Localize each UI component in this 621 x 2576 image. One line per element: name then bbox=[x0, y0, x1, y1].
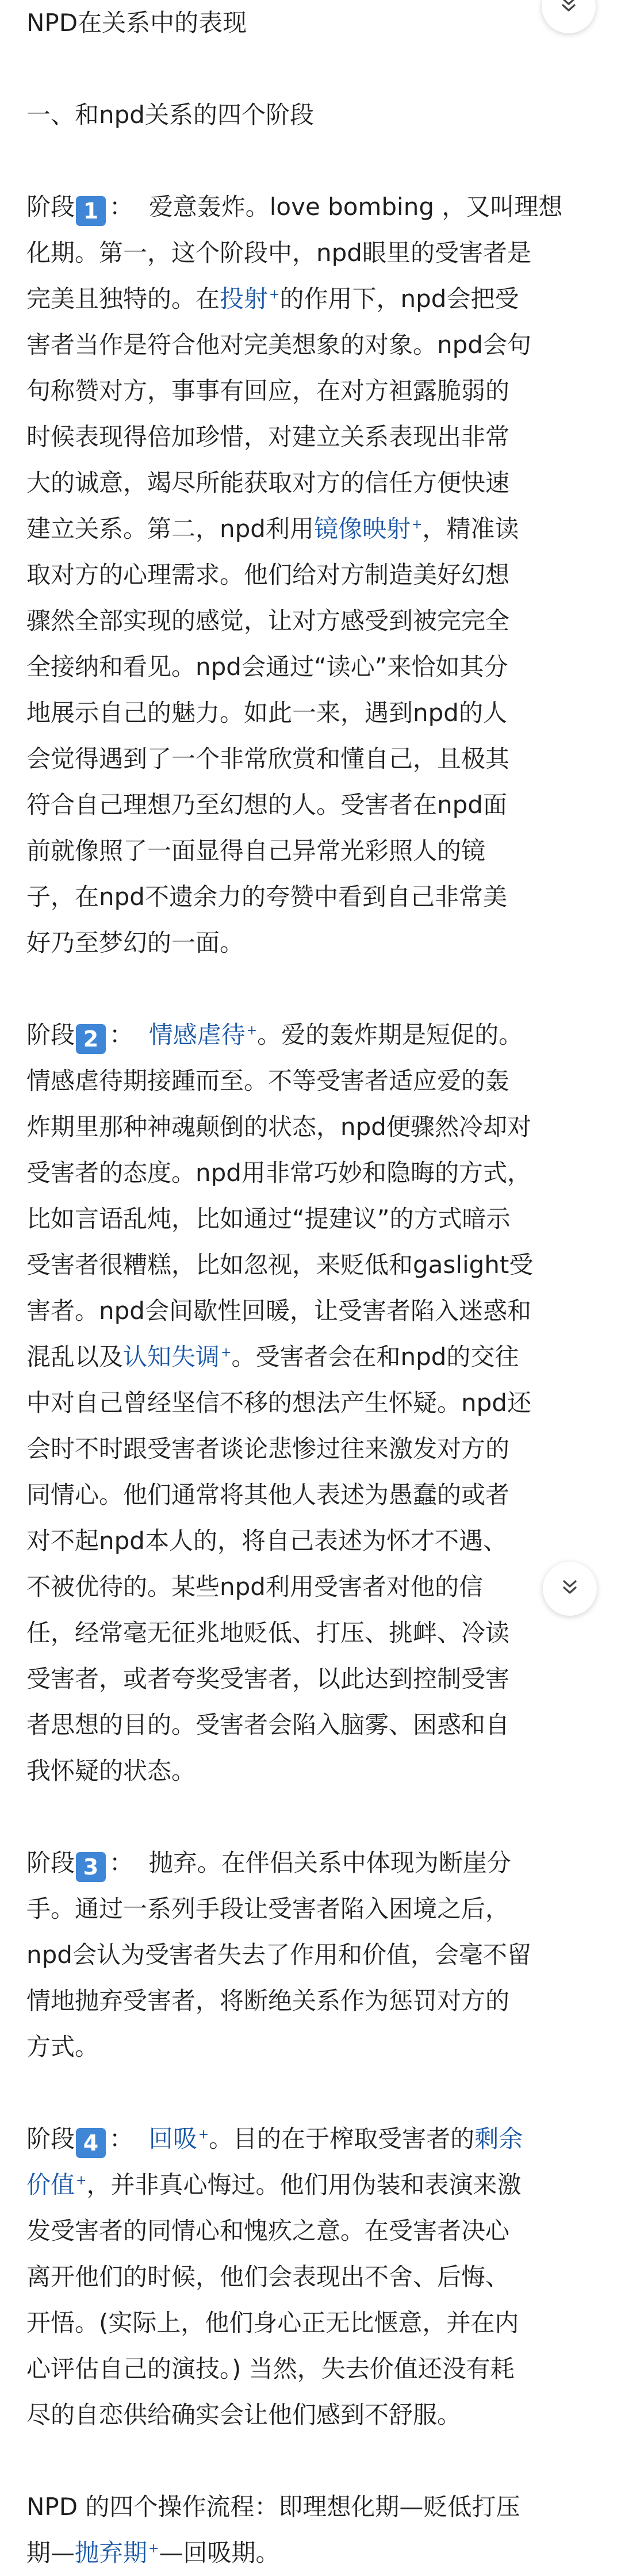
stage3-line bbox=[26, 1932, 596, 1978]
text-segment: 情地抛弃受害者，将断绝关系作为惩罚对方的 bbox=[26, 1987, 510, 2015]
text-segment: 句称赞对方，事事有回应，在对方袒露脆弱的 bbox=[26, 377, 510, 405]
stage-2-paragraph bbox=[26, 1012, 596, 1794]
text-segment: 阶段 bbox=[26, 2125, 75, 2153]
text-segment: 者思想的目的。受害者会陷入脑雾、困惑和自 bbox=[26, 1711, 510, 1739]
text-segment: ： bbox=[109, 2125, 149, 2153]
stage3-line bbox=[26, 1840, 596, 1886]
stage1-line bbox=[26, 230, 596, 276]
stage3-line bbox=[26, 1886, 596, 1932]
text-segment: 。爱的轰炸期是短促的。 bbox=[257, 1021, 523, 1049]
stage4-line bbox=[26, 2300, 596, 2346]
stage-number-badge: 3 bbox=[76, 1852, 106, 1882]
text-segment: 会觉得遇到了一个非常欣赏和懂自己，且极其 bbox=[26, 745, 510, 773]
stage2-line bbox=[26, 1518, 596, 1564]
term-link-marker: + bbox=[148, 2542, 159, 2556]
text-segment: 全接纳和看见。npd会通过“读心”来恰如其分 bbox=[26, 653, 508, 681]
text-segment: 骤然全部实现的感觉，让对方感受到被完完全 bbox=[26, 607, 510, 635]
term-link-abandonment[interactable]: 抛弃期 bbox=[75, 2539, 148, 2567]
section-heading: 一、和npd关系的四个阶段 bbox=[26, 101, 314, 129]
summary-paragraph bbox=[26, 2484, 596, 2576]
text-segment: 害者。npd会间歇性回暖，让受害者陷入迷惑和 bbox=[26, 1297, 531, 1325]
term-link-marker: + bbox=[76, 2174, 87, 2188]
stage1-line bbox=[26, 782, 596, 828]
text-segment: 方式。 bbox=[26, 2033, 99, 2061]
text-segment: NPD 的四个操作流程：即理想化期—贬低打压 bbox=[26, 2493, 520, 2521]
term-link-cognitive-dissonance[interactable]: 认知失调 bbox=[123, 1343, 220, 1371]
stage2-line bbox=[26, 1748, 596, 1794]
text-segment: 取对方的心理需求。他们给对方制造美好幻想 bbox=[26, 561, 510, 589]
text-segment: 期— bbox=[26, 2539, 75, 2567]
text-segment: 受害者很糟糕，比如忽视，来贬低和gaslight受 bbox=[26, 1251, 534, 1279]
stage4-line bbox=[26, 2208, 596, 2254]
text-segment: 不被优待的。某些npd利用受害者对他的信 bbox=[26, 1573, 483, 1601]
text-segment: —回吸期。 bbox=[159, 2539, 280, 2567]
text-segment: 比如言语乱炖，比如通过“提建议”的方式暗示 bbox=[26, 1205, 511, 1233]
text-segment: 地展示自己的魅力。如此一来，遇到npd的人 bbox=[26, 699, 507, 727]
term-link-projection[interactable]: 投射 bbox=[220, 285, 269, 313]
stage2-line bbox=[26, 1472, 596, 1518]
text-segment: 化期。第一，这个阶段中，npd眼里的受害者是 bbox=[26, 239, 531, 267]
stage-number-badge: 1 bbox=[76, 196, 106, 226]
text-segment: ： 抛弃。在伴侣关系中体现为断崖分 bbox=[109, 1849, 511, 1877]
stage2-line bbox=[26, 1288, 596, 1334]
stage2-line bbox=[26, 1656, 596, 1702]
term-link-marker: + bbox=[411, 518, 423, 532]
stage1-line bbox=[26, 414, 596, 460]
text-segment: 子，在npd不遗余力的夸赞中看到自己非常美 bbox=[26, 883, 507, 911]
term-link-marker: + bbox=[221, 1346, 232, 1360]
stage2-line bbox=[26, 1564, 596, 1610]
text-segment: ： 爱意轰炸。love bombing ，又叫理想 bbox=[109, 193, 563, 221]
text-segment: 开悟。(实际上，他们身心正无比惬意，并在内 bbox=[26, 2309, 519, 2337]
stage2-line bbox=[26, 1242, 596, 1288]
term-link-marker: + bbox=[198, 2128, 209, 2142]
stage1-line bbox=[26, 828, 596, 874]
article-title: NPD在关系中的表现 bbox=[26, 9, 247, 37]
stage1-line bbox=[26, 506, 596, 552]
stage-4-paragraph bbox=[26, 2116, 596, 2438]
stage2-line bbox=[26, 1012, 596, 1058]
stage1-line bbox=[26, 920, 596, 966]
stage1-line bbox=[26, 598, 596, 644]
stage1-line bbox=[26, 276, 596, 322]
text-segment: 阶段 bbox=[26, 1021, 75, 1049]
term-link-marker: + bbox=[246, 1023, 258, 1038]
text-segment: 的作用下，npd会把受 bbox=[279, 285, 519, 313]
stage4-line bbox=[26, 2116, 596, 2162]
text-segment: 我怀疑的状态。 bbox=[26, 1757, 196, 1785]
text-segment: 。目的在于榨取受害者的 bbox=[209, 2125, 475, 2153]
double-chevron-down-icon bbox=[560, 1578, 580, 1600]
text-segment: 害者当作是符合他对完美想象的对象。npd会句 bbox=[26, 331, 531, 359]
text-segment: 受害者，或者夸奖受害者，以此达到控制受害 bbox=[26, 1665, 510, 1693]
text-segment: 手。通过一系列手段让受害者陷入困境之后， bbox=[26, 1895, 510, 1923]
text-segment: 会时不时跟受害者谈论悲惨过往来激发对方的 bbox=[26, 1435, 510, 1463]
stage1-line bbox=[26, 736, 596, 782]
text-segment: ，并非真心悔过。他们用伪装和表演来激 bbox=[86, 2171, 522, 2199]
stage3-line bbox=[26, 2024, 596, 2070]
summary-line bbox=[26, 2484, 596, 2530]
text-segment: ，精准读 bbox=[422, 515, 519, 543]
stage1-line bbox=[26, 690, 596, 736]
term-link-mirroring[interactable]: 镜像映射 bbox=[313, 515, 411, 543]
stage2-line bbox=[26, 1702, 596, 1748]
text-segment: 同情心。他们通常将其他人表述为愚蠢的或者 bbox=[26, 1481, 510, 1509]
stage-1-paragraph bbox=[26, 184, 596, 966]
stage4-line bbox=[26, 2254, 596, 2300]
text-segment: 中对自己曾经坚信不移的想法产生怀疑。npd还 bbox=[26, 1389, 531, 1417]
text-segment: 心评估自己的演技。) 当然，失去价值还没有耗 bbox=[26, 2355, 515, 2383]
stage1-line bbox=[26, 322, 596, 368]
stage1-line bbox=[26, 368, 596, 414]
stage-3-paragraph bbox=[26, 1840, 596, 2070]
stage-number-badge: 2 bbox=[76, 1024, 106, 1054]
text-segment: 大的诚意，竭尽所能获取对方的信任方便快速 bbox=[26, 469, 510, 497]
stage4-line bbox=[26, 2392, 596, 2438]
text-segment: 任，经常毫无征兆地贬低、打压、挑衅、冷读 bbox=[26, 1619, 510, 1647]
stage2-line bbox=[26, 1334, 596, 1380]
text-segment: 阶段 bbox=[26, 193, 75, 221]
term-link-emotional-abuse[interactable]: 情感虐待 bbox=[148, 1021, 246, 1049]
text-segment: 对不起npd本人的，将自己表述为怀才不遇、 bbox=[26, 1527, 507, 1555]
text-segment: 建立关系。第二，npd利用 bbox=[26, 515, 314, 543]
stage2-line bbox=[26, 1104, 596, 1150]
text-segment: 炸期里那种神魂颠倒的状态，npd便骤然冷却对 bbox=[26, 1113, 531, 1141]
text-segment: 阶段 bbox=[26, 1849, 75, 1877]
stage-number-badge: 4 bbox=[76, 2128, 106, 2158]
text-segment: 发受害者的同情心和愧疚之意。在受害者决心 bbox=[26, 2217, 510, 2245]
stage3-line bbox=[26, 1978, 596, 2024]
stage2-line bbox=[26, 1426, 596, 1472]
term-link-hoover[interactable]: 回吸 bbox=[148, 2125, 197, 2153]
stage2-line bbox=[26, 1610, 596, 1656]
scroll-down-button[interactable] bbox=[543, 1562, 597, 1616]
text-segment: 符合自己理想乃至幻想的人。受害者在npd面 bbox=[26, 791, 507, 819]
text-segment: 离开他们的时候，他们会表现出不舍、后悔、 bbox=[26, 2263, 510, 2291]
stage2-line bbox=[26, 1196, 596, 1242]
term-link-residual-value-b[interactable]: 价值 bbox=[26, 2171, 75, 2199]
text-segment: npd会认为受害者失去了作用和价值，会毫不留 bbox=[26, 1941, 531, 1969]
term-link-marker: + bbox=[269, 288, 280, 302]
text-segment: 受害者的态度。npd用非常巧妙和隐晦的方式， bbox=[26, 1159, 531, 1187]
text-segment: 完美且独特的。在 bbox=[26, 285, 220, 313]
stage4-line bbox=[26, 2346, 596, 2392]
double-chevron-down-icon bbox=[559, 0, 578, 17]
stage2-line bbox=[26, 1058, 596, 1104]
text-segment: 前就像照了一面显得自己异常光彩照人的镜 bbox=[26, 837, 486, 865]
text-segment: 。受害者会在和npd的交往 bbox=[231, 1343, 519, 1371]
stage1-line bbox=[26, 552, 596, 598]
stage1-line bbox=[26, 644, 596, 690]
summary-line bbox=[26, 2530, 596, 2576]
text-segment: 好乃至梦幻的一面。 bbox=[26, 929, 244, 957]
stage4-line bbox=[26, 2162, 596, 2208]
text-segment: ： bbox=[109, 1021, 149, 1049]
text-segment: 混乱以及 bbox=[26, 1343, 124, 1371]
stage1-line bbox=[26, 460, 596, 506]
article-body bbox=[26, 0, 596, 2576]
text-segment: 时候表现得倍加珍惜，对建立关系表现出非常 bbox=[26, 423, 510, 451]
text-segment: 尽的自恋供给确实会让他们感到不舒服。 bbox=[26, 2401, 462, 2429]
stage1-line bbox=[26, 184, 596, 230]
stage2-line bbox=[26, 1150, 596, 1196]
stage2-line bbox=[26, 1380, 596, 1426]
text-segment: 情感虐待期接踵而至。不等受害者适应爱的轰 bbox=[26, 1067, 510, 1095]
stage1-line bbox=[26, 874, 596, 920]
term-link-residual-value-a[interactable]: 剩余 bbox=[474, 2125, 523, 2153]
